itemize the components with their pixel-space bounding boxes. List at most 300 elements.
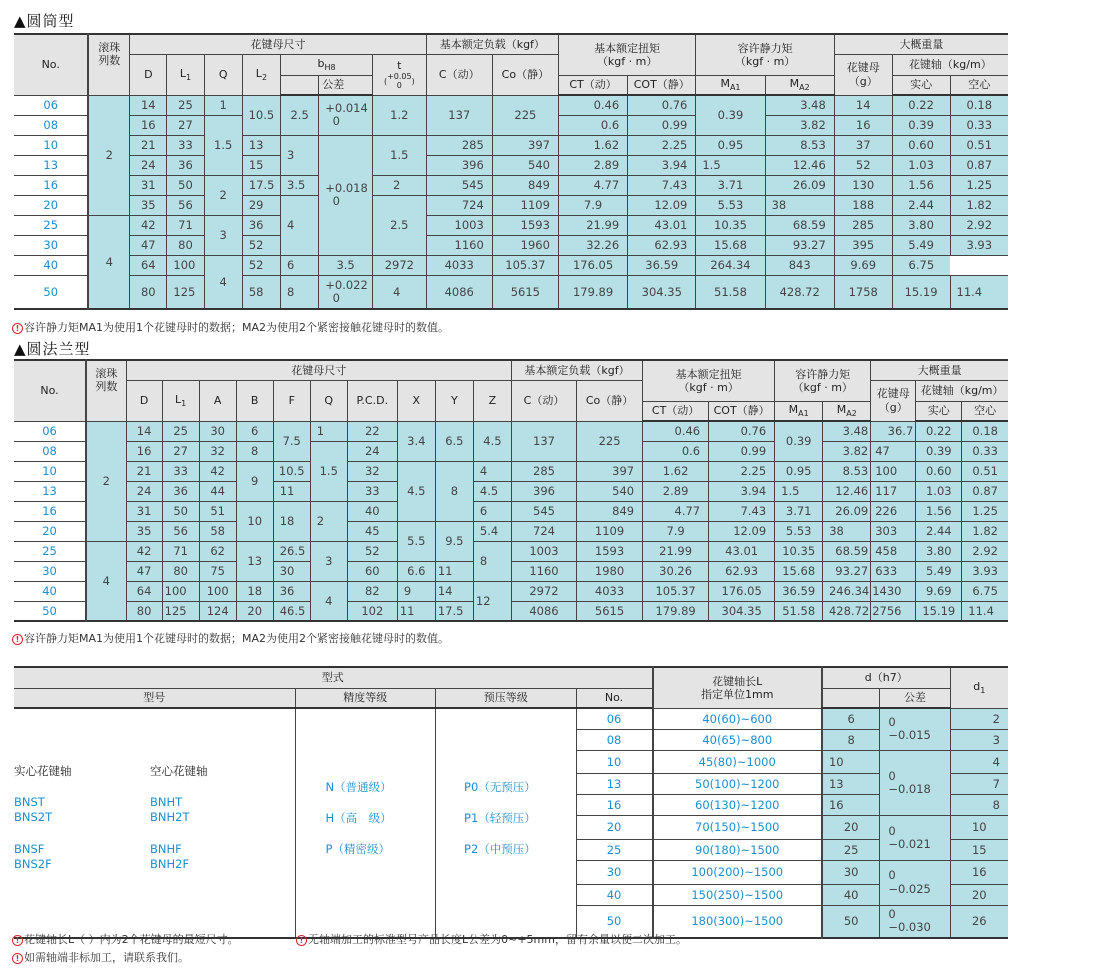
row-no[interactable]: 10 xyxy=(14,461,86,481)
cell-F: 10.5 xyxy=(273,461,310,481)
precision-option[interactable]: N（普通级） xyxy=(325,780,392,794)
cell-MA1: 3.71 xyxy=(696,175,765,195)
cell-nut-g: 843 xyxy=(765,255,834,275)
cell-MA2: 8.53 xyxy=(823,461,871,481)
cell-hollow: 11.4 xyxy=(962,601,1008,621)
cell-D: 21 xyxy=(126,461,162,481)
model-column xyxy=(14,708,295,938)
header-B: B xyxy=(236,380,273,421)
cell-CT: 0.46 xyxy=(643,421,709,441)
cell-D: 47 xyxy=(126,561,162,581)
cell-MA1: 3.71 xyxy=(775,501,823,521)
model-code[interactable]: BNST xyxy=(14,795,45,809)
warning-icon: ! xyxy=(12,935,23,946)
cell-hollow: 1.82 xyxy=(950,195,1008,215)
row-no[interactable]: 50 xyxy=(576,905,652,938)
header-MA1: $M_{A1}$ xyxy=(775,401,823,421)
table-row xyxy=(14,481,1008,501)
cell-b: 3.5 xyxy=(281,175,319,195)
cell-COT: 43.01 xyxy=(709,541,775,561)
cell-solid: 15.19 xyxy=(892,275,950,309)
cell-solid: 1.03 xyxy=(892,155,950,175)
warning-icon: ! xyxy=(12,323,23,334)
cell-Q: 1.5 xyxy=(204,115,242,175)
cell-Co: 5615 xyxy=(577,601,643,621)
cell-nut-g: 16 xyxy=(834,115,892,135)
cell-MA2: 8.53 xyxy=(765,135,834,155)
cell-D: 24 xyxy=(126,481,162,501)
header-weight: 大概重量 xyxy=(871,360,1008,380)
cell-hollow: 3.93 xyxy=(950,235,1008,255)
cell-C: 2972 xyxy=(372,255,426,275)
header-load: 基本额定负载（kgf） xyxy=(426,34,558,54)
cell-Y: 9.5 xyxy=(435,521,473,561)
cell-COT: 304.35 xyxy=(709,601,775,621)
table-row xyxy=(14,581,1008,601)
cell-L2: 36 xyxy=(242,215,280,235)
cell-PCD: 33 xyxy=(347,481,397,501)
precision-column xyxy=(295,708,436,938)
cell-COT: 43.01 xyxy=(628,215,696,235)
cell-Co: 540 xyxy=(492,155,558,175)
cell-A: 100 xyxy=(199,581,236,601)
row-no[interactable]: 08 xyxy=(576,729,652,750)
header-nut-weight: 花键母 （g） xyxy=(871,380,916,421)
cell-shaft-length: 60(130)~1200 xyxy=(653,795,822,816)
cell-d1: 15 xyxy=(950,839,1008,860)
preload-option[interactable]: P2（中预压） xyxy=(464,842,536,856)
model-code[interactable]: BNH2F xyxy=(150,857,190,871)
cylinder-type-table xyxy=(14,33,1008,310)
header-Q: Q xyxy=(310,380,347,421)
cell-Z: 8 xyxy=(473,541,511,581)
cell-CT: 2.89 xyxy=(643,481,709,501)
cell-L1: 25 xyxy=(162,421,199,441)
cell-Co: 225 xyxy=(492,95,558,135)
cell-MA1: 51.58 xyxy=(696,275,765,309)
header-F: F xyxy=(273,380,310,421)
cell-CT: 0.46 xyxy=(558,95,627,115)
cell-CT: 0.6 xyxy=(558,115,627,135)
cell-B: 18 xyxy=(236,581,273,601)
model-code[interactable]: BNS2F xyxy=(14,857,52,871)
row-no[interactable]: 20 xyxy=(14,195,88,215)
cell-d: 30 xyxy=(822,860,880,884)
table-row xyxy=(14,155,1008,175)
row-no[interactable]: 08 xyxy=(14,115,88,135)
header-L1: $L_1$ xyxy=(167,54,204,95)
cell-C: 1160 xyxy=(426,235,492,255)
cell-hollow: 2.92 xyxy=(962,541,1008,561)
cell-L1: 33 xyxy=(162,461,199,481)
cell-D: 80 xyxy=(126,601,162,621)
header-nut-dims: 花键母尺寸 xyxy=(126,360,511,380)
row-no[interactable]: 13 xyxy=(14,155,88,175)
cell-PCD: 102 xyxy=(347,601,397,621)
ball-rows: 4 xyxy=(88,215,129,309)
header-shaft-weight: 花键轴（kg/m） xyxy=(916,380,1008,401)
cell-C: 724 xyxy=(426,195,492,215)
header-shaft-weight: 花键轴（kg/m） xyxy=(892,54,1008,75)
cell-COT: 7.43 xyxy=(628,175,696,195)
cell-d: 25 xyxy=(822,839,880,860)
cell-CT: 4.77 xyxy=(643,501,709,521)
cell-hollow: 0.87 xyxy=(950,155,1008,175)
cell-Q: 4 xyxy=(204,255,242,309)
header-X: X xyxy=(397,380,435,421)
cell-CT: 0.6 xyxy=(643,441,709,461)
header-b: $b_{H8}$ xyxy=(281,54,373,75)
header-torque xyxy=(558,34,695,75)
cell-d: 6 xyxy=(822,708,880,729)
cell-hollow: 0.18 xyxy=(962,421,1008,441)
cell-B: 10 xyxy=(236,501,273,541)
cell-L1: 125 xyxy=(167,275,204,309)
row-no[interactable]: 16 xyxy=(14,501,86,521)
cell-hollow: 3.93 xyxy=(962,561,1008,581)
cell-MA1: 1.5 xyxy=(775,481,823,501)
cell-solid: 1.56 xyxy=(916,501,962,521)
model-selection-table xyxy=(14,666,1008,939)
model-code[interactable]: BNHF xyxy=(150,842,182,856)
cell-D: 16 xyxy=(130,115,167,135)
row-no[interactable]: 50 xyxy=(14,601,86,621)
table-row xyxy=(14,215,1008,235)
precision-option[interactable]: P（精密级） xyxy=(325,842,390,856)
cell-L1: 100 xyxy=(162,581,199,601)
table-row xyxy=(14,601,1008,621)
cell-A: 42 xyxy=(199,461,236,481)
table-row xyxy=(14,135,1008,155)
cell-D: 24 xyxy=(130,155,167,175)
table-row xyxy=(14,275,1008,309)
cell-hollow: 2.92 xyxy=(950,215,1008,235)
note-moment-1: ! 容许静力矩MA1为使用1个花键母时的数据；MA2为使用2个紧密接触花键母时的数值。 xyxy=(12,319,449,335)
row-no[interactable]: 06 xyxy=(14,95,88,115)
header-type: 型式 xyxy=(14,667,653,688)
cell-MA1: 10.35 xyxy=(775,541,823,561)
cell-d1: 26 xyxy=(950,905,1008,938)
cell-nut-g: 188 xyxy=(834,195,892,215)
cell-B: 9 xyxy=(236,461,273,501)
cell-MA1: 10.35 xyxy=(696,215,765,235)
cell-X: 3.4 xyxy=(397,421,435,461)
row-no[interactable]: 10 xyxy=(576,750,652,774)
torque-unit: （kgf · m） xyxy=(678,380,739,394)
header-no: No. xyxy=(14,360,86,421)
cell-solid: 15.19 xyxy=(916,601,962,621)
header-hollow: 空心 xyxy=(962,401,1008,421)
row-no[interactable]: 10 xyxy=(14,135,88,155)
cell-nut-g: 226 xyxy=(871,501,916,521)
cell-shaft-length: 40(65)~800 xyxy=(653,729,822,750)
header-moment xyxy=(775,360,871,401)
cell-CT: 30.26 xyxy=(643,561,709,581)
cell-d: 20 xyxy=(822,816,880,840)
row-no[interactable]: 06 xyxy=(14,421,86,441)
table-row xyxy=(14,501,1008,521)
cell-d: 50 xyxy=(822,905,880,938)
warning-icon: ! xyxy=(296,935,307,946)
row-no[interactable]: 20 xyxy=(576,816,652,840)
cell-C: 137 xyxy=(426,95,492,135)
cell-COT: 3.94 xyxy=(628,155,696,175)
row-no[interactable]: 40 xyxy=(14,255,88,275)
cell-nut-g: 14 xyxy=(834,95,892,115)
row-no[interactable]: 40 xyxy=(14,581,86,601)
cell-nut-g: 100 xyxy=(871,461,916,481)
cell-b: 8 xyxy=(281,275,319,309)
cell-Q: 3 xyxy=(204,215,242,255)
cell-CT: 1.62 xyxy=(643,461,709,481)
cell-C: 285 xyxy=(426,135,492,155)
cell-solid: 3.80 xyxy=(892,215,950,235)
cell-hollow: 6.75 xyxy=(892,255,950,275)
row-no[interactable]: 30 xyxy=(14,561,86,581)
cell-COT: 0.99 xyxy=(628,115,696,135)
cell-Q: 1 xyxy=(310,421,347,441)
cell-L1: 50 xyxy=(167,175,204,195)
cell-Z: 4 xyxy=(473,461,511,481)
cell-A: 51 xyxy=(199,501,236,521)
cell-solid: 0.60 xyxy=(892,135,950,155)
cell-C: 1160 xyxy=(511,561,576,581)
preload-option[interactable]: P1（轻预压） xyxy=(464,811,536,825)
header-d: d（h7） xyxy=(822,667,950,688)
cell-C: 545 xyxy=(511,501,576,521)
cell-d-tol: 0 −0.015 xyxy=(880,708,950,750)
cell-L2: 13 xyxy=(242,135,280,155)
table-row xyxy=(14,541,1008,561)
cell-COT: 7.43 xyxy=(709,501,775,521)
cell-shaft-length: 100(200)~1500 xyxy=(653,860,822,884)
cell-d1: 4 xyxy=(950,750,1008,774)
row-no[interactable]: 25 xyxy=(14,215,88,235)
row-no[interactable]: 50 xyxy=(14,275,88,309)
ball-rows: 2 xyxy=(86,421,126,541)
cell-C: 4086 xyxy=(426,275,492,309)
cell-D: 21 xyxy=(130,135,167,155)
header-weight: 大概重量 xyxy=(834,34,1008,54)
note-shaft-length: ! 花键轴长L（ ）内为2个花键母的最短尺寸。 xyxy=(12,931,239,947)
cell-CT: 7.9 xyxy=(643,521,709,541)
header-COT: COT（静） xyxy=(628,75,696,95)
cell-Z: 12 xyxy=(473,581,511,621)
cell-COT: 176.05 xyxy=(709,581,775,601)
table-row xyxy=(14,708,1008,729)
cell-L1: 25 xyxy=(167,95,204,115)
row-no[interactable]: 13 xyxy=(14,481,86,501)
cell-MA2: 12.46 xyxy=(765,155,834,175)
cell-PCD: 40 xyxy=(347,501,397,521)
cell-L1: 56 xyxy=(162,521,199,541)
cell-A: 30 xyxy=(199,421,236,441)
cell-PCD: 22 xyxy=(347,421,397,441)
header-shaft-length: 花键轴长L 指定单位1mm xyxy=(653,667,822,708)
header-MA2: $M_{A2}$ xyxy=(765,75,834,95)
cell-MA1: 36.59 xyxy=(775,581,823,601)
cell-CT: 7.9 xyxy=(558,195,627,215)
cell-CT: 2.89 xyxy=(558,155,627,175)
cell-C: 2972 xyxy=(511,581,576,601)
header-torque xyxy=(643,360,775,401)
cell-COT: 12.09 xyxy=(628,195,696,215)
cell-D: 64 xyxy=(130,255,167,275)
header-ball-rows: 滚珠 列数 xyxy=(88,34,129,95)
row-no[interactable]: 40 xyxy=(576,884,652,905)
table-row xyxy=(14,521,1008,541)
cell-L1: 80 xyxy=(167,235,204,255)
cell-d-tol: 0 −0.025 xyxy=(880,860,950,905)
cell-d1: 20 xyxy=(950,884,1008,905)
header-A: A xyxy=(199,380,236,421)
cell-nut-g: 47 xyxy=(871,441,916,461)
cell-COT: 176.05 xyxy=(558,255,627,275)
cell-Co: 1593 xyxy=(577,541,643,561)
cell-F: 11 xyxy=(273,481,310,501)
header-solid: 实心 xyxy=(916,401,962,421)
header-precision: 精度等级 xyxy=(295,688,436,708)
cell-nut-g: 117 xyxy=(871,481,916,501)
cell-F: 30 xyxy=(273,561,310,581)
cell-CT: 179.89 xyxy=(643,601,709,621)
row-no[interactable]: 06 xyxy=(576,708,652,729)
cell-nut-g: 1430 xyxy=(871,581,916,601)
header-C: C（动） xyxy=(511,380,576,421)
cell-CT: 179.89 xyxy=(558,275,627,309)
header-preload: 预压等级 xyxy=(436,688,577,708)
cell-t: 3.5 xyxy=(319,255,373,275)
cell-L1: 33 xyxy=(167,135,204,155)
cell-d1: 3 xyxy=(950,729,1008,750)
cell-A: 62 xyxy=(199,541,236,561)
cell-COT: 0.76 xyxy=(709,421,775,441)
row-no[interactable]: 08 xyxy=(14,441,86,461)
cell-MA2: 12.46 xyxy=(823,481,871,501)
cell-hollow: 0.51 xyxy=(962,461,1008,481)
cell-MA2: 428.72 xyxy=(823,601,871,621)
cell-L1: 125 xyxy=(162,601,199,621)
cell-nut-g: 2756 xyxy=(871,601,916,621)
section-title-flange: ▲圆法兰型 xyxy=(14,340,91,358)
row-no[interactable]: 25 xyxy=(576,839,652,860)
row-no[interactable]: 20 xyxy=(14,521,86,541)
cell-MA2: 93.27 xyxy=(823,561,871,581)
cell-Co: 1109 xyxy=(492,195,558,215)
cell-hollow: 1.25 xyxy=(962,501,1008,521)
cell-Co: 397 xyxy=(577,461,643,481)
cell-B: 6 xyxy=(236,421,273,441)
cell-hollow: 0.51 xyxy=(950,135,1008,155)
model-code[interactable]: BNHT xyxy=(150,795,183,809)
row-no[interactable]: 16 xyxy=(576,795,652,816)
cell-L1: 100 xyxy=(167,255,204,275)
cell-d1: 16 xyxy=(950,860,1008,884)
cell-b-tol: +0.014 0 xyxy=(319,95,373,135)
cell-COT: 12.09 xyxy=(709,521,775,541)
header-d1: $d_1$ xyxy=(950,667,1008,708)
cell-solid: 2.44 xyxy=(892,195,950,215)
cell-nut-g: 395 xyxy=(834,235,892,255)
precision-option[interactable]: H（高 级） xyxy=(325,811,392,825)
cell-nut-g: 1758 xyxy=(834,275,892,309)
cell-F: 7.5 xyxy=(273,421,310,461)
cell-C: 137 xyxy=(511,421,576,461)
cell-Co: 849 xyxy=(492,175,558,195)
header-moment xyxy=(696,34,834,75)
cell-d: 8 xyxy=(822,729,880,750)
cell-d1: 10 xyxy=(950,816,1008,840)
cell-hollow: 0.33 xyxy=(950,115,1008,135)
cell-L2: 15 xyxy=(242,155,280,175)
cell-PCD: 52 xyxy=(347,541,397,561)
cell-nut-g: 633 xyxy=(871,561,916,581)
row-no[interactable]: 16 xyxy=(14,175,88,195)
cell-MA1: 0.95 xyxy=(775,461,823,481)
row-no[interactable]: 25 xyxy=(14,541,86,561)
cell-Z: 6 xyxy=(473,501,511,521)
cell-MA2: 264.34 xyxy=(696,255,765,275)
cell-hollow: 0.18 xyxy=(950,95,1008,115)
cell-d: 40 xyxy=(822,884,880,905)
moment-label: 容许静力矩 xyxy=(737,41,793,55)
cell-nut-g: 52 xyxy=(834,155,892,175)
model-code[interactable]: BNSF xyxy=(14,842,45,856)
cell-D: 35 xyxy=(126,521,162,541)
cell-MA2: 428.72 xyxy=(765,275,834,309)
cell-PCD: 45 xyxy=(347,521,397,541)
row-no[interactable]: 30 xyxy=(576,860,652,884)
cell-d1: 2 xyxy=(950,708,1008,729)
cell-nut-g: 36.7 xyxy=(871,421,916,441)
row-no[interactable]: 13 xyxy=(576,774,652,795)
cell-COT: 0.76 xyxy=(628,95,696,115)
cell-hollow: 11.4 xyxy=(950,275,1008,309)
cell-MA1: 51.58 xyxy=(775,601,823,621)
cell-solid: 0.60 xyxy=(916,461,962,481)
cell-shaft-length: 50(100)~1200 xyxy=(653,774,822,795)
model-code[interactable]: BNH2T xyxy=(150,810,190,824)
model-code[interactable]: BNS2T xyxy=(14,810,53,824)
cell-Z: 4.5 xyxy=(473,421,511,461)
row-no[interactable]: 30 xyxy=(14,235,88,255)
cell-MA2: 3.48 xyxy=(823,421,871,441)
warning-icon: ! xyxy=(12,953,23,964)
cell-Co: 1980 xyxy=(577,561,643,581)
header-Q: Q xyxy=(204,54,242,95)
cell-COT: 304.35 xyxy=(628,275,696,309)
cell-L1: 71 xyxy=(162,541,199,561)
preload-option[interactable]: P0（无预压） xyxy=(464,780,536,794)
cell-d: 10 xyxy=(822,750,880,774)
moment-unit: （kgf · m） xyxy=(734,54,796,68)
cell-nut-g: 458 xyxy=(871,541,916,561)
cell-t: 2 xyxy=(372,175,426,195)
cell-shaft-length: 180(300)~1500 xyxy=(653,905,822,938)
cell-shaft-length: 150(250)~1500 xyxy=(653,884,822,905)
cell-C: 1003 xyxy=(511,541,576,561)
table-row xyxy=(14,255,1008,275)
cell-nut-g: 130 xyxy=(834,175,892,195)
cell-Q: 3 xyxy=(310,541,347,581)
cell-Y: 14 xyxy=(435,581,473,601)
table-row xyxy=(14,195,1008,215)
cell-D: 31 xyxy=(126,501,162,521)
note-moment-2: ! 容许静力矩MA1为使用1个花键母时的数据；MA2为使用2个紧密接触花键母时的数值。 xyxy=(12,630,449,646)
cell-solid: 0.39 xyxy=(916,441,962,461)
cell-PCD: 24 xyxy=(347,441,397,461)
header-L2: $L_2$ xyxy=(242,54,280,95)
